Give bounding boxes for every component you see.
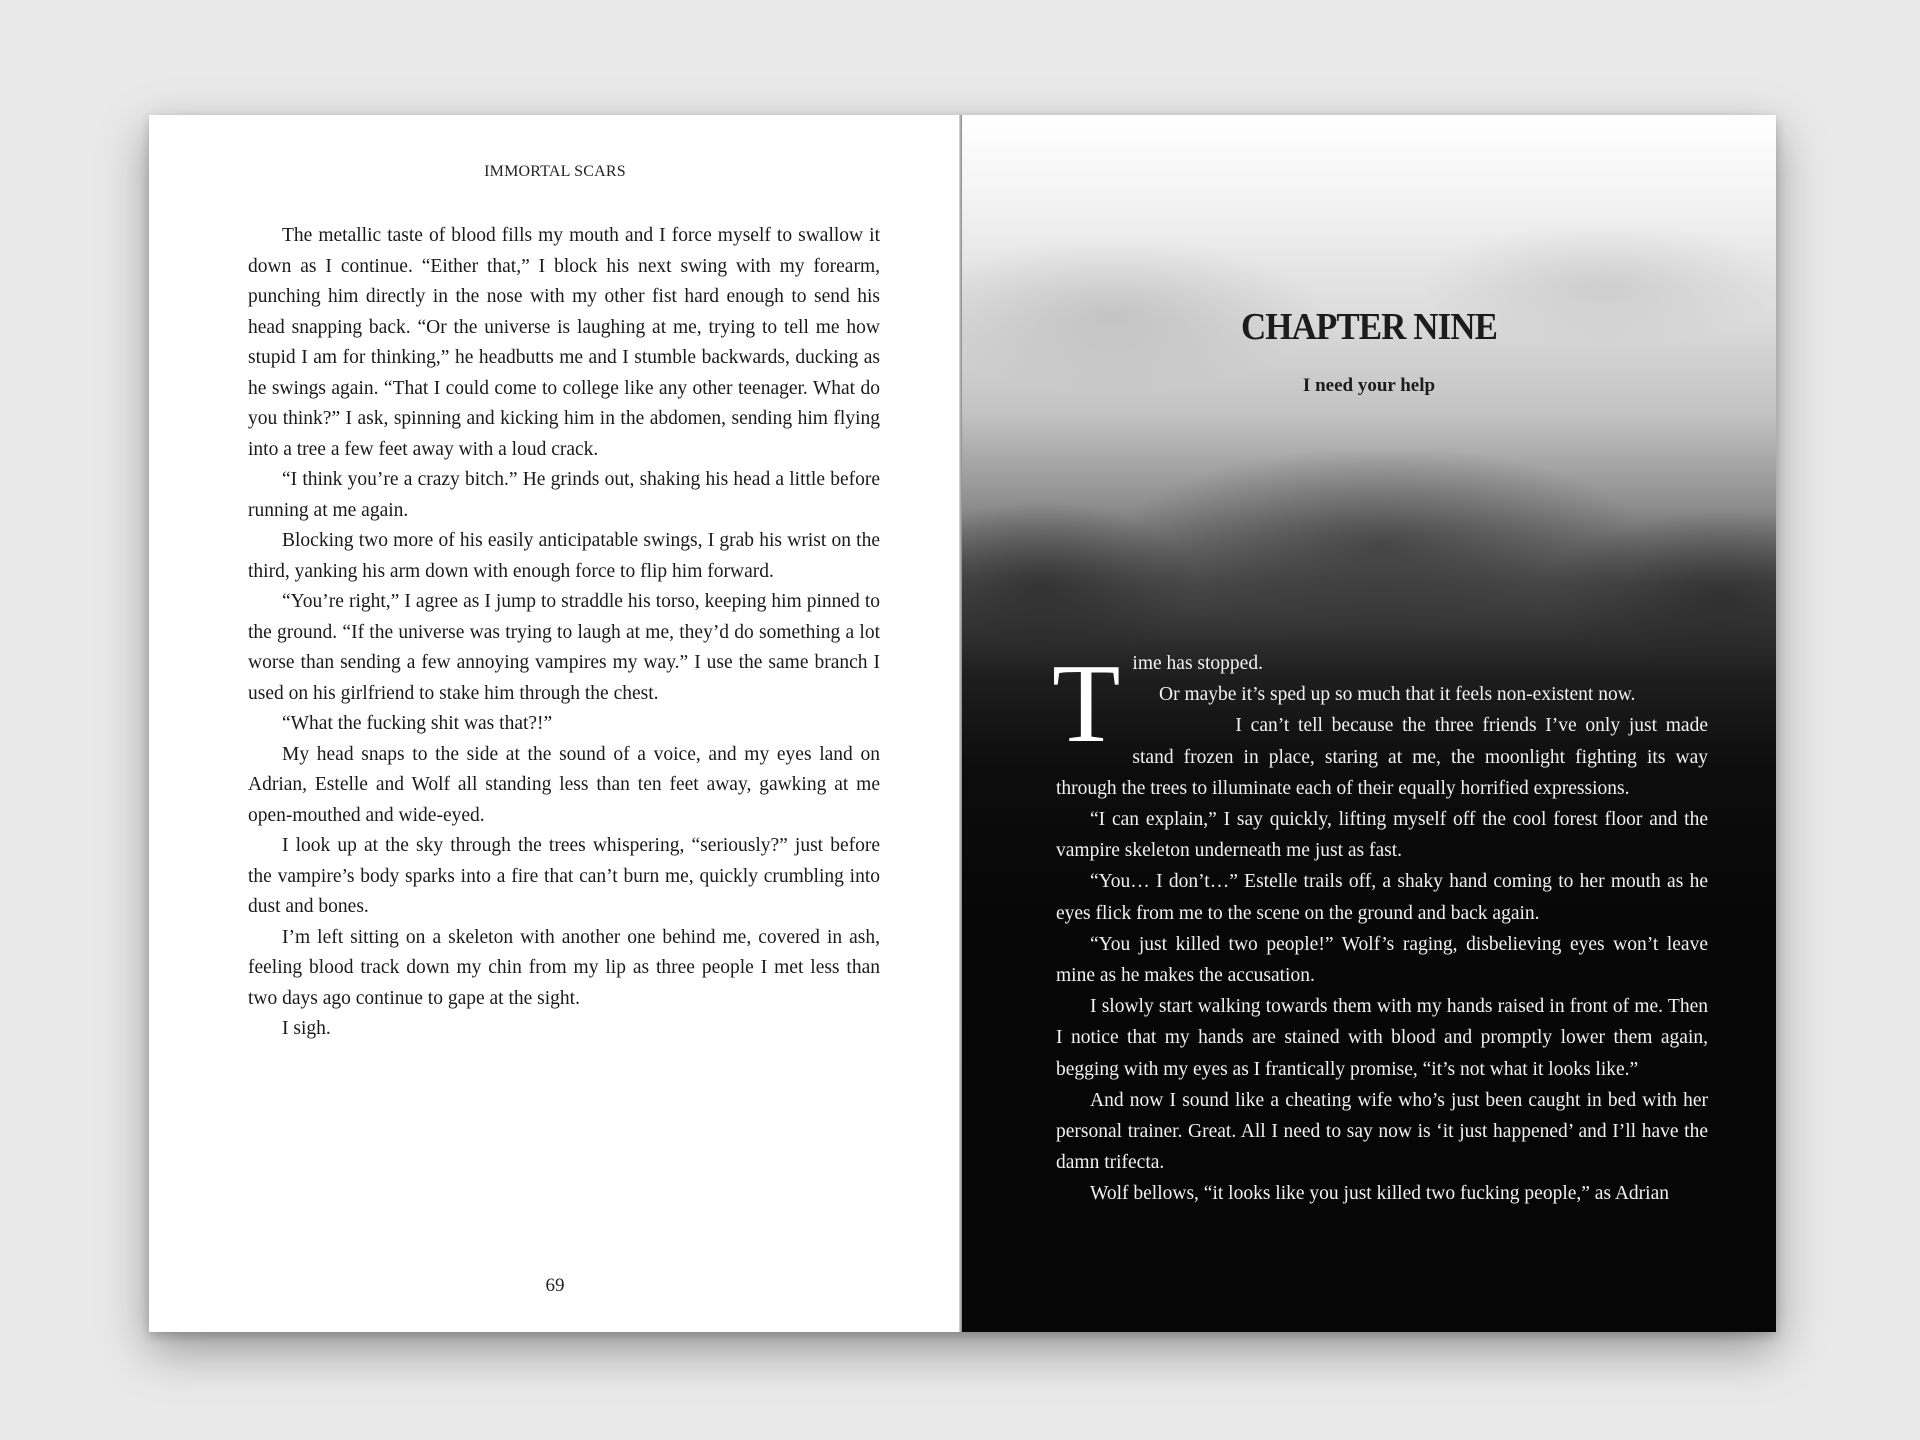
paragraph: “I can explain,” I say quickly, lifting myself off the cool forest floor and the vampire skeleton underneath me just as fast.: [1056, 809, 1708, 862]
page-number: 69: [545, 1275, 565, 1296]
paragraph: Blocking two more of his easily anticipatable swings, I grab his wrist on the third, yanking his arm down with enough force to flip him forward.: [248, 530, 880, 582]
paragraph: I’m left sitting on a skeleton with another one behind me, covered in ash, feeling blood track down my chin from my lip as three people I met less than two days ago continue to gape at the sight.: [248, 926, 880, 1009]
paragraph: My head snaps to the side at the sound of a voice, and my eyes land on Adrian, Estelle and Wolf all standing less than ten feet away, gawking at me open-mouthed and wide-eyed.: [248, 743, 880, 826]
running-head: IMMORTAL SCARS: [484, 163, 626, 180]
paragraph: Wolf bellows, “it looks like you just killed two fucking people,” as Adrian: [1090, 1183, 1670, 1205]
chapter-subtitle: I need your help: [1302, 375, 1436, 396]
paragraph: Or maybe it’s sped up so much that it feels non-existent now.: [1159, 684, 1636, 706]
paragraph: “What the fucking shit was that?!”: [282, 713, 553, 734]
paragraph: I sigh.: [282, 1018, 331, 1039]
first-line-text: ime has stopped.: [1132, 653, 1263, 674]
paragraph: I can’t tell because the three friends I’ve only just made stand frozen in place, staring at me, the moonlight fighting its way through the trees to illuminate each of their equally horrified expressions.: [1056, 715, 1708, 799]
paragraph: The metallic taste of blood fills my mouth and I force myself to swallow it down as I continue. “Either that,” I block his next swing with my forearm, punching him directly in the nose with my other fist hard enough to send his head snapping back. “Or the universe is laughing at me, trying to tell me how stupid I am for thinking,” he headbutts me and I stumble backwards, ducking as he swings again. “That I could come to college like any other teenager. What do you think?” I ask, spinning and kicking him in the abdomen, sending him flying into a tree a few feet away with a loud crack.: [248, 225, 880, 460]
paragraph: “I think you’re a crazy bitch.” He grinds out, shaking his head a little before running at me again.: [248, 469, 880, 521]
right-page: [962, 115, 1776, 1332]
left-page: [149, 115, 961, 1332]
paragraph: I look up at the sky through the trees whispering, “seriously?” just before the vampire’s body sparks into a fire that can’t burn me, quickly crumbling into dust and bones.: [248, 835, 880, 917]
paragraph: I slowly start walking towards them with my hands raised in front of me. Then I notice that my hands are stained with blood and promptly lower them again, begging with my eyes as I frantically promise, “it’s not what it looks like.”: [1056, 996, 1708, 1080]
drop-cap: T: [1052, 642, 1121, 766]
paragraph: And now I sound like a cheating wife who’s just been caught in bed with her personal trainer. Great. All I need to say now is ‘it just happened’ and I’ll have the damn trifecta.: [1056, 1089, 1708, 1174]
chapter-title: CHAPTER NINE: [1240, 306, 1498, 348]
book-spread: [149, 115, 1776, 1332]
paragraph: “You’re right,” I agree as I jump to straddle his torso, keeping him pinned to the ground. “If the universe was trying to laugh at me, they’d do something a lot worse than sending a few annoying vampires my way.” I use the same branch I used on his girlfriend to stake him through the chest.: [248, 591, 880, 704]
paragraph: “You… I don’t…” Estelle trails off, a shaky hand coming to her mouth as he eyes flick from me to the scene on the ground and back again.: [1056, 871, 1708, 924]
paragraph: “You just killed two people!” Wolf’s raging, disbelieving eyes won’t leave mine as he makes the accusation.: [1056, 933, 1708, 987]
chapter-body: [1052, 642, 1708, 1210]
left-page-body: [248, 221, 880, 1045]
